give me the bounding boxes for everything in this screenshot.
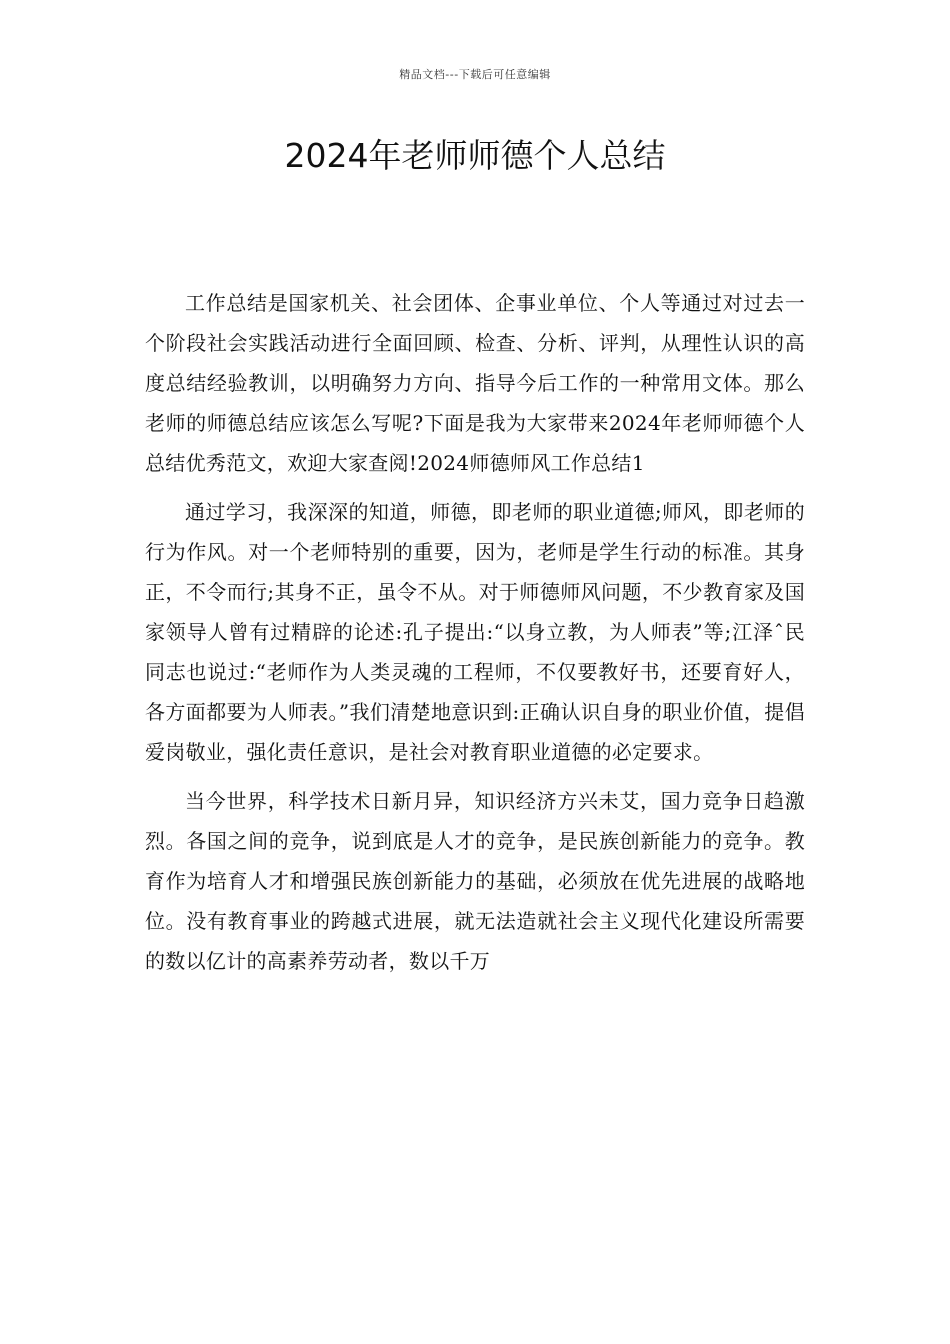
paragraph-world: 当今世界，科学技术日新月异，知识经济方兴未艾，国力竞争日趋激烈。各国之间的竞争，说到底是人才的竞争，是民族创新能力的竞争。教育作为培育人才和增强民族创新能力的基础，必须放在优先进展的战略地位。没有教育事业的跨越式进展，就无法造就社会主义现代化建设所需要的数以亿计的高素养劳动者，数以千万 — [145, 789, 805, 973]
page-header-note: 精品文档---下载后可任意编辑 — [399, 68, 551, 81]
paragraph-intro: 工作总结是国家机关、社会团体、企事业单位、个人等通过对过去一个阶段社会实践活动进行全面回顾、检查、分析、评判，从理性认识的高度总结经验教训，以明确努力方向、指导今后工作的一种常用文体。那么老师的师德总结应该怎么写呢?下面是我为大家带来2024年老师师德个人总结优秀范文，欢迎大家查阅!2024师德师风工作总结1 — [145, 291, 805, 475]
document-title: 2024年老师师德个人总结 — [284, 136, 666, 175]
paragraph-study: 通过学习，我深深的知道，师德，即老师的职业道德;师风，即老师的行为作风。对一个老师特别的重要，因为，老师是学生行动的标准。其身正，不令而行;其身不正，虽令不从。对于师德师风问题，不少教育家及国家领导人曾有过精辟的论述:孔子提出:“以身立教，为人师表”等;江泽ˆ民同志也说过:“老师作为人类灵魂的工程师，不仅要教好书，还要育好人，各方面都要为人师表。”我们清楚地意识到:正确认识自身的职业价值，提倡爱岗敬业，强化责任意识，是社会对教育职业道德的必定要求。 — [145, 500, 805, 764]
document-body — [145, 283, 805, 993]
